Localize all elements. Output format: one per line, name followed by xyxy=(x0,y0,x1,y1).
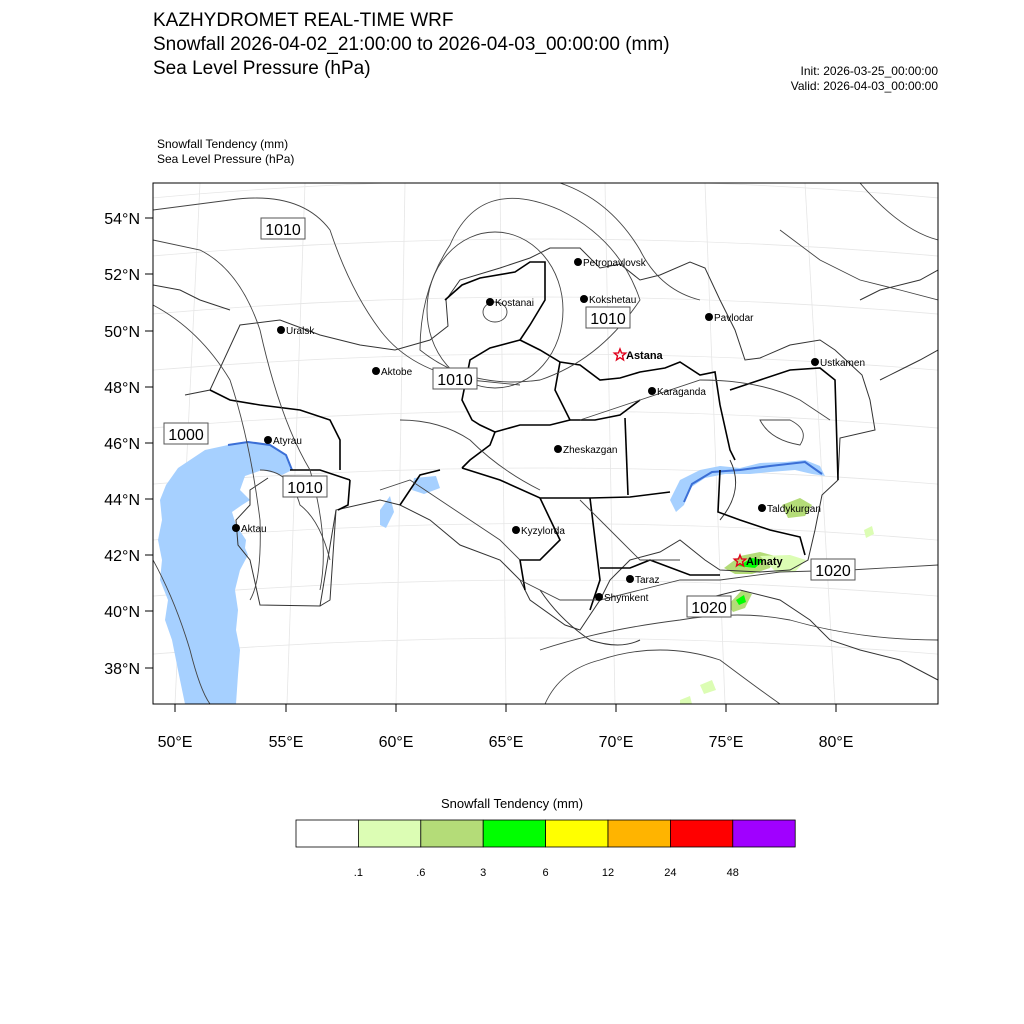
city-label: Petropavlovsk xyxy=(583,258,646,269)
title-line-2: Snowfall 2026-04-02_21:00:00 to 2026-04-03_00:00:00 (mm) xyxy=(153,34,670,55)
lat-tick-label: 50°N xyxy=(104,324,140,341)
valid-time: Valid: 2026-04-03_00:00:00 xyxy=(790,79,938,93)
city-label: Astana xyxy=(626,350,663,362)
city-dot-icon xyxy=(758,504,766,512)
isobar-label: 1020 xyxy=(815,563,851,580)
city-label: Kokshetau xyxy=(589,295,637,306)
lat-tick-label: 44°N xyxy=(104,492,140,509)
city-dot-icon xyxy=(264,436,272,444)
city-dot-icon xyxy=(277,326,285,334)
city-label: Shymkent xyxy=(604,593,649,604)
city-label: Atyrau xyxy=(273,436,302,447)
city-label: Zheskazgan xyxy=(563,445,618,456)
city-label: Kostanai xyxy=(495,298,534,309)
city-dot-icon xyxy=(554,445,562,453)
city-dot-icon xyxy=(512,526,520,534)
colorbar-swatch xyxy=(483,820,545,847)
city-label: Taldykurgan xyxy=(767,504,821,515)
lon-tick-label: 70°E xyxy=(598,734,634,751)
isobar-label: 1010 xyxy=(287,480,323,497)
city-dot-icon xyxy=(574,258,582,266)
lat-tick-label: 54°N xyxy=(104,211,140,228)
lon-tick-label: 50°E xyxy=(157,734,193,751)
colorbar-label: .1 xyxy=(353,867,363,879)
city-label: Taraz xyxy=(635,575,660,586)
lon-tick-label: 60°E xyxy=(378,734,414,751)
city-label: Uralsk xyxy=(286,326,315,337)
isobar-label: 1000 xyxy=(168,427,204,444)
city-label: Ustkamen xyxy=(820,358,866,369)
colorbar-swatch xyxy=(608,820,670,847)
colorbar-label: 6 xyxy=(542,867,549,879)
colorbar-swatch xyxy=(733,820,795,847)
lon-tick-label: 55°E xyxy=(268,734,304,751)
city-dot-icon xyxy=(486,298,494,306)
lat-tick-label: 40°N xyxy=(104,604,140,621)
colorbar-swatch xyxy=(296,820,358,847)
lat-tick-label: 42°N xyxy=(104,548,140,565)
lon-tick-label: 75°E xyxy=(708,734,744,751)
isobar-label: 1010 xyxy=(590,311,626,328)
colorbar-label: 48 xyxy=(726,867,739,879)
colorbar-swatch xyxy=(421,820,483,847)
city-label: Aktobe xyxy=(381,367,413,378)
city-dot-icon xyxy=(626,575,634,583)
colorbar-title: Snowfall Tendency (mm) xyxy=(440,796,584,811)
isobar-label: 1010 xyxy=(265,222,301,239)
city-label: Karaganda xyxy=(657,387,706,398)
lat-tick-label: 46°N xyxy=(104,436,140,453)
city-dot-icon xyxy=(372,367,380,375)
colorbar-swatch xyxy=(670,820,732,847)
subtitle-snowfall: Snowfall Tendency (mm) xyxy=(157,137,289,151)
city-dot-icon xyxy=(705,313,713,321)
colorbar-swatch xyxy=(358,820,420,847)
city-dot-icon xyxy=(232,524,240,532)
lon-tick-label: 80°E xyxy=(818,734,854,751)
colorbar-label: .6 xyxy=(416,867,426,879)
city-label: Aktau xyxy=(241,524,267,535)
city-label: Kyzylorda xyxy=(521,526,565,537)
isobar-label: 1010 xyxy=(437,372,473,389)
city-dot-icon xyxy=(595,593,603,601)
colorbar-label: 3 xyxy=(480,867,487,879)
city-dot-icon xyxy=(811,358,819,366)
city-dot-icon xyxy=(580,295,588,303)
lat-tick-label: 52°N xyxy=(104,267,140,284)
init-time: Init: 2026-03-25_00:00:00 xyxy=(800,64,938,78)
title-line-1: KAZHYDROMET REAL-TIME WRF xyxy=(153,10,454,31)
colorbar-label: 12 xyxy=(601,867,615,879)
city-label: Almaty xyxy=(746,556,783,568)
caspian-sea xyxy=(158,442,292,704)
lat-tick-label: 48°N xyxy=(104,380,140,397)
colorbar xyxy=(296,820,795,847)
colorbar-swatch xyxy=(546,820,608,847)
city-label: Pavlodar xyxy=(714,313,754,324)
lat-tick-label: 38°N xyxy=(104,661,140,678)
isobar-label: 1020 xyxy=(691,600,727,617)
title-line-3: Sea Level Pressure (hPa) xyxy=(153,58,371,79)
lon-tick-label: 65°E xyxy=(488,734,524,751)
colorbar-label: 24 xyxy=(664,867,677,879)
subtitle-pressure: Sea Level Pressure (hPa) xyxy=(157,152,295,166)
city-dot-icon xyxy=(648,387,656,395)
